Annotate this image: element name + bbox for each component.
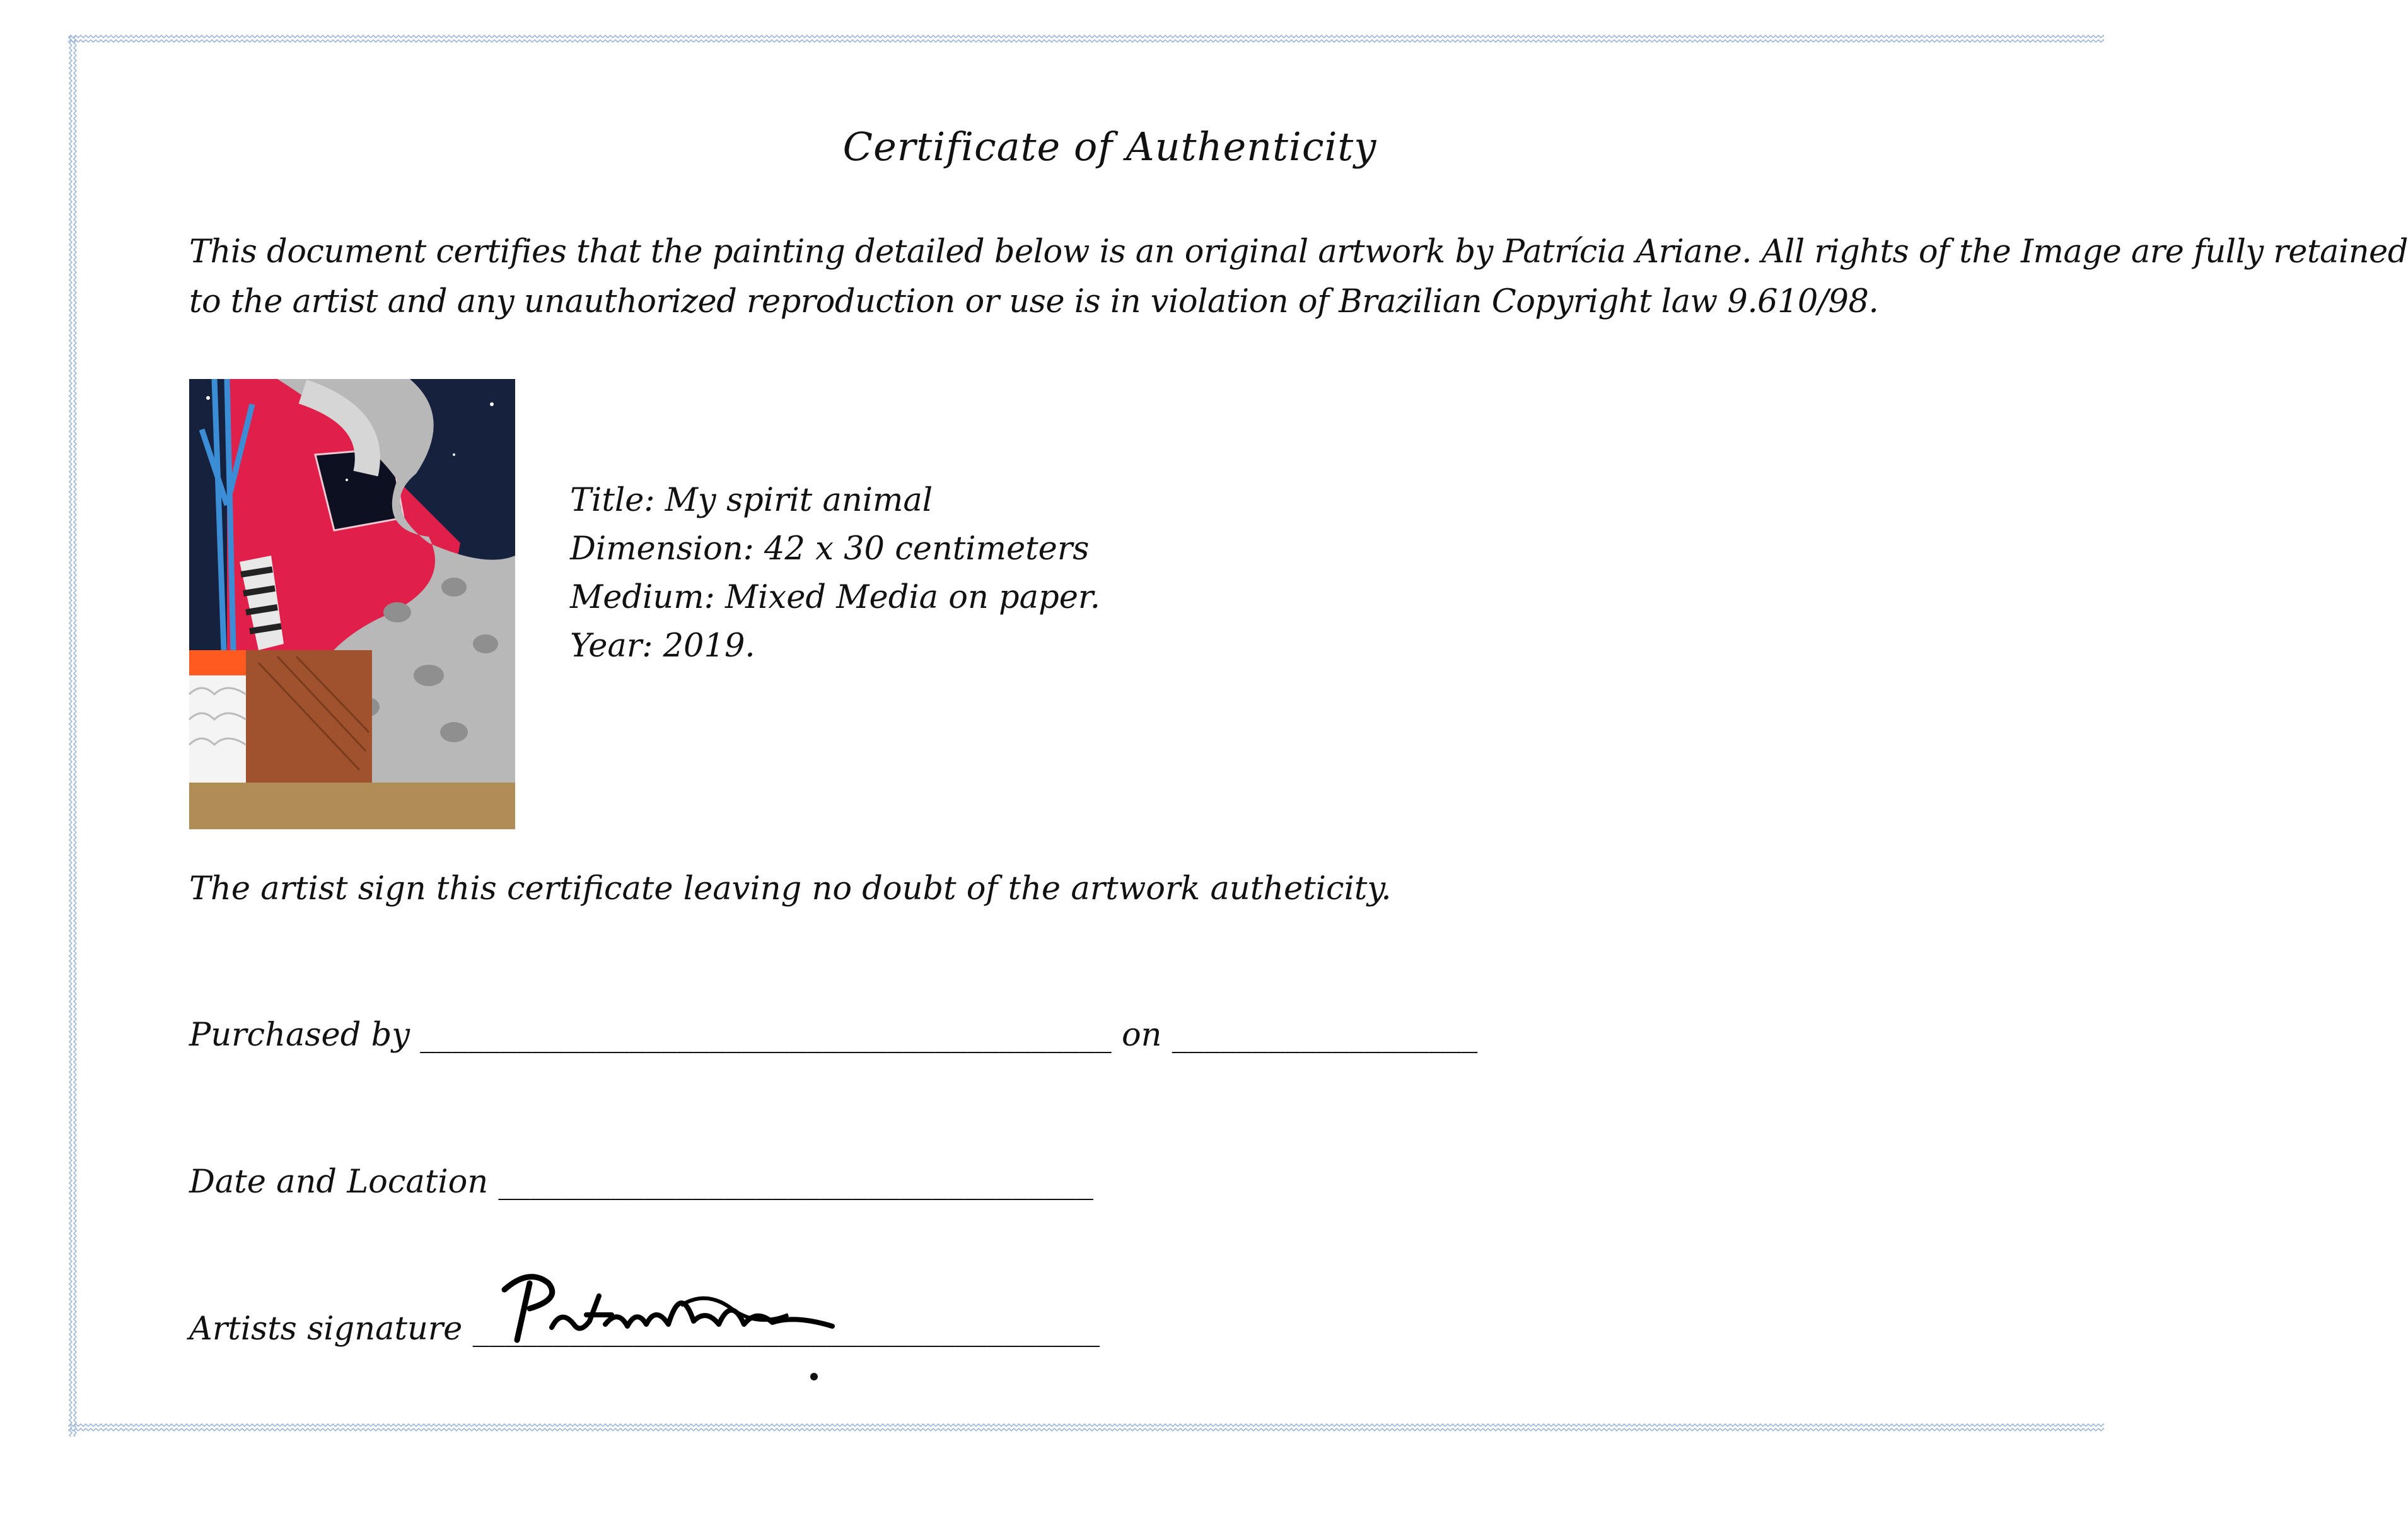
signature-blank: _______________________________________ [472,1310,1100,1348]
on-date-blank: ___________________ [1172,1017,1478,1054]
intro-text-line-1: This document certifies that the painting detailed below is an original artwork by Patrícia Ariane. All rights of the Image are fully retained [189,233,2408,271]
border-top [68,33,2104,49]
signature-label: Artists signature [189,1310,463,1348]
date-location-blank: _____________________________________ [498,1163,1093,1201]
purchased-row [189,1017,1477,1054]
detail-dimension: Dimension: 42 x 30 centimeters [570,530,1090,568]
closing-statement: The artist sign this certificate leaving no doubt of the artwork autheticity. [189,870,1392,907]
border-left [67,35,83,1437]
intro-text-line-2: to the artist and any unauthorized reproduction or use is in violation of Brazilian Copyright law 9.610/98. [189,283,1879,320]
date-location-label: Date and Location [189,1163,489,1201]
certificate-title: Certificate of Authenticity [842,124,1377,170]
detail-year: Year: 2019. [570,627,755,665]
on-label: on [1121,1017,1162,1054]
purchased-label: Purchased by [189,1017,410,1054]
detail-medium: Medium: Mixed Media on paper. [570,579,1100,616]
detail-title: Title: My spirit animal [570,482,933,519]
purchased-blank: ___________________________________________ [420,1017,1112,1054]
artwork-image [189,379,515,829]
date-location-row [189,1163,1093,1201]
handwritten-signature [492,1271,845,1346]
ink-dot [810,1373,818,1380]
border-bottom [68,1421,2104,1438]
